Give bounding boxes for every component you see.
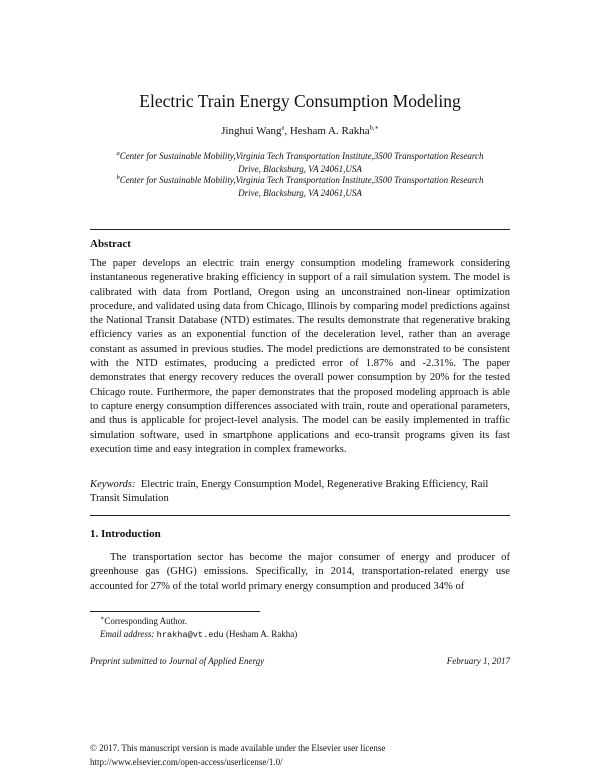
license-line: © 2017. This manuscript version is made available under the Elsevier user license bbox=[90, 743, 386, 753]
author-name: Jinghui Wang bbox=[221, 125, 282, 137]
affiliation-b bbox=[90, 174, 510, 199]
affil-text: Center for Sustainable Mobility,Virginia Tech Transportation Institute,3500 Transportation Research bbox=[119, 151, 484, 161]
affil-text: Drive, Blacksburg, VA 24061,USA bbox=[238, 187, 362, 198]
email-name: (Hesham A. Rakha) bbox=[225, 629, 298, 639]
abstract-heading: Abstract bbox=[90, 238, 131, 250]
email-address[interactable]: hrakha@vt.edu bbox=[156, 630, 224, 640]
introduction-text: The transportation sector has become the major consumer of energy and producer of greenhouse gas (GHG) emissions. Specifically, in 2014, transportation-related energy use accounted for 27% of the total world primary energy consumption and produced 34% of bbox=[90, 552, 510, 592]
affiliation-a bbox=[90, 150, 510, 175]
abstract-top-rule bbox=[90, 229, 510, 230]
paper-title: Electric Train Energy Consumption Modeling bbox=[139, 91, 461, 111]
footnote-rule bbox=[90, 611, 260, 612]
author-affil-mark: b,∗ bbox=[369, 124, 379, 132]
author-line bbox=[0, 125, 600, 137]
footnote-mark: ∗ bbox=[100, 615, 105, 622]
affil-text: Drive, Blacksburg, VA 24061,USA bbox=[238, 163, 362, 174]
section-heading-introduction: 1. Introduction bbox=[90, 528, 161, 540]
keywords-label: Keywords: bbox=[90, 479, 136, 490]
email-label: Email address: bbox=[100, 629, 155, 639]
keywords bbox=[90, 478, 510, 507]
abstract-bottom-rule bbox=[90, 515, 510, 516]
license-url[interactable]: http://www.elsevier.com/open-access/userlicense/1.0/ bbox=[90, 757, 283, 767]
footnote-text: Corresponding Author. bbox=[104, 616, 187, 626]
abstract-text: The paper develops an electric train energy consumption modeling framework considering instantaneous regenerative braking efficiency in support of a rail simulation system. The model is calibrated with data from Portland, Oregon using an unconstrained non-linear optimization procedure, and validated using data from Chicago, Illinois by comparing model predictions against the National Transit Database (NTD) estimates. The results demonstrate that regenerative braking efficiency varies as an exponential function of the deceleration level, rather than an average constant as assumed in previous studies. The model predictions are demonstrated to be consistent with the NTD estimates, producing a predicted error of 1.87% and -2.31%. The paper demonstrates that energy recovery reduces the overall power consumption by 20% for the tested Chicago route. Furthermore, the paper demonstrates that the proposed modeling approach is able to capture energy consumption differences associated with train, route and operational parameters, and thus is applicable for project-level analysis. The model can be easily implemented in traffic simulation software, used in smartphone applications and eco-transit programs given its fast execution time and easy integration in complex frameworks. bbox=[90, 258, 510, 455]
affil-mark: b bbox=[116, 174, 120, 181]
footnote-email bbox=[100, 629, 297, 640]
affil-text: Center for Sustainable Mobility,Virginia Tech Transportation Institute,3500 Transportation Research bbox=[119, 175, 484, 185]
author-affil-mark: a bbox=[281, 124, 285, 132]
author-separator: , bbox=[284, 125, 290, 137]
affil-mark: a bbox=[116, 150, 120, 157]
keywords-text: Electric train, Energy Consumption Model, Regenerative Braking Efficiency, Rail Transit Simulation bbox=[90, 479, 489, 505]
footnote-corresponding bbox=[100, 616, 187, 626]
author-name: Hesham A. Rakha bbox=[289, 125, 370, 137]
preprint-date: February 1, 2017 bbox=[446, 656, 510, 666]
preprint-note: Preprint submitted to Journal of Applied Energy bbox=[90, 656, 265, 666]
